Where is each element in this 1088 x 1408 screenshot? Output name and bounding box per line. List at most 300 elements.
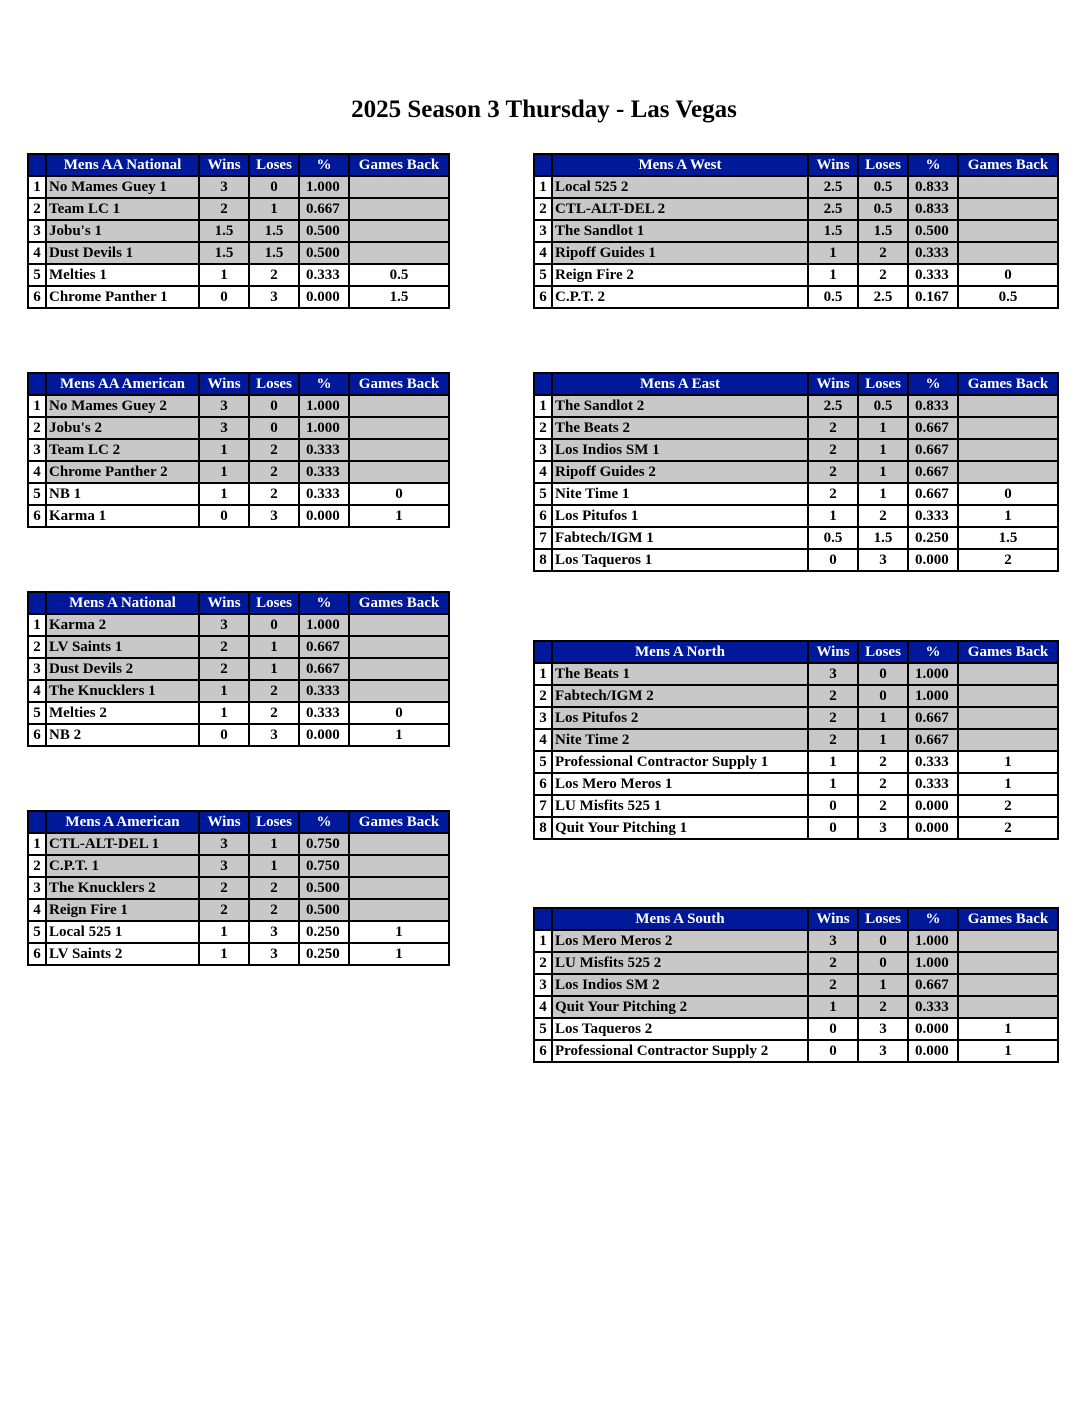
table-row [534,773,1058,795]
pct-cell: 0.333 [908,751,958,773]
team-name-cell: NB 1 [46,483,199,505]
rank-cell: 4 [534,242,552,264]
header-loses: Loses [249,373,299,395]
team-name-cell: Los Pitufos 1 [552,505,808,527]
table-row [534,1018,1058,1040]
header-games-back: Games Back [958,641,1058,663]
table-row [28,286,449,308]
wins-cell: 1 [808,505,858,527]
division-name: Mens A North [552,641,808,663]
table-row [534,483,1058,505]
team-name-cell: Jobu's 2 [46,417,199,439]
games-back-cell [958,198,1058,220]
header-rank [28,373,46,395]
wins-cell: 1 [199,702,249,724]
table-row [534,198,1058,220]
games-back-cell [349,658,449,680]
table-row [534,663,1058,685]
loses-cell: 1 [858,439,908,461]
loses-cell: 2 [249,461,299,483]
pct-cell: 0.667 [908,729,958,751]
division-name: Mens A American [46,811,199,833]
wins-cell: 3 [808,930,858,952]
wins-cell: 0 [808,1040,858,1062]
loses-cell: 0.5 [858,198,908,220]
pct-cell: 1.000 [299,176,349,198]
pct-cell: 1.000 [299,614,349,636]
team-name-cell: Local 525 2 [552,176,808,198]
pct-cell: 0.000 [908,1040,958,1062]
loses-cell: 2.5 [858,286,908,308]
table-row [534,439,1058,461]
pct-cell: 0.250 [299,921,349,943]
pct-cell: 0.500 [299,242,349,264]
header-games-back: Games Back [958,154,1058,176]
team-name-cell: The Sandlot 1 [552,220,808,242]
pct-cell: 0.333 [908,996,958,1018]
rank-cell: 2 [534,417,552,439]
loses-cell: 1.5 [249,220,299,242]
header-loses: Loses [858,373,908,395]
wins-cell: 1 [199,943,249,965]
wins-cell: 1 [199,439,249,461]
rank-cell: 2 [28,417,46,439]
games-back-cell [349,855,449,877]
pct-cell: 0.667 [908,707,958,729]
rank-cell: 3 [534,220,552,242]
rank-cell: 4 [534,996,552,1018]
loses-cell: 2 [858,505,908,527]
loses-cell: 1 [249,855,299,877]
pct-cell: 0.333 [908,505,958,527]
games-back-cell [349,614,449,636]
header-loses: Loses [858,641,908,663]
games-back-cell: 0.5 [349,264,449,286]
header-wins: Wins [199,373,249,395]
table-row [534,707,1058,729]
team-name-cell: Ripoff Guides 2 [552,461,808,483]
rank-cell: 1 [28,833,46,855]
team-name-cell: Melties 1 [46,264,199,286]
header-pct: % [908,373,958,395]
wins-cell: 2 [199,658,249,680]
team-name-cell: Fabtech/IGM 1 [552,527,808,549]
wins-cell: 3 [199,417,249,439]
games-back-cell [349,220,449,242]
table-header-row [534,641,1058,663]
standings-table [27,372,450,528]
wins-cell: 1 [808,996,858,1018]
loses-cell: 3 [858,1040,908,1062]
wins-cell: 1 [199,461,249,483]
header-rank [534,373,552,395]
rank-cell: 5 [534,483,552,505]
team-name-cell: Los Indios SM 2 [552,974,808,996]
rank-cell: 6 [534,1040,552,1062]
loses-cell: 0 [858,952,908,974]
table-row [534,286,1058,308]
pct-cell: 0.667 [908,417,958,439]
team-name-cell: Melties 2 [46,702,199,724]
header-pct: % [299,811,349,833]
games-back-cell [958,707,1058,729]
header-pct: % [908,908,958,930]
games-back-cell [349,417,449,439]
loses-cell: 0 [858,930,908,952]
games-back-cell [349,395,449,417]
games-back-cell [958,996,1058,1018]
rank-cell: 5 [534,751,552,773]
games-back-cell [349,899,449,921]
wins-cell: 2.5 [808,395,858,417]
games-back-cell: 1 [958,1018,1058,1040]
team-name-cell: CTL-ALT-DEL 1 [46,833,199,855]
games-back-cell: 1 [349,505,449,527]
wins-cell: 2 [199,877,249,899]
loses-cell: 2 [249,483,299,505]
loses-cell: 2 [858,996,908,1018]
header-wins: Wins [808,641,858,663]
wins-cell: 1.5 [199,220,249,242]
games-back-cell [349,198,449,220]
table-row [534,176,1058,198]
wins-cell: 3 [199,176,249,198]
loses-cell: 1 [249,658,299,680]
rank-cell: 6 [28,724,46,746]
header-rank [28,811,46,833]
loses-cell: 3 [249,724,299,746]
team-name-cell: The Sandlot 2 [552,395,808,417]
pct-cell: 0.000 [299,505,349,527]
rank-cell: 6 [28,505,46,527]
table-row [534,242,1058,264]
wins-cell: 2 [808,707,858,729]
pct-cell: 1.000 [299,395,349,417]
team-name-cell: Team LC 2 [46,439,199,461]
table-row [28,242,449,264]
loses-cell: 2 [858,751,908,773]
rank-cell: 5 [28,921,46,943]
table-row [28,943,449,965]
pct-cell: 0.667 [299,636,349,658]
table-row [534,996,1058,1018]
table-row [28,899,449,921]
header-wins: Wins [199,154,249,176]
wins-cell: 2 [199,198,249,220]
division-name: Mens AA American [46,373,199,395]
games-back-cell [349,439,449,461]
games-back-cell: 2 [958,549,1058,571]
team-name-cell: Reign Fire 1 [46,899,199,921]
pct-cell: 0.667 [908,461,958,483]
rank-cell: 4 [534,729,552,751]
games-back-cell [349,176,449,198]
games-back-cell [958,461,1058,483]
loses-cell: 3 [249,286,299,308]
loses-cell: 3 [858,1018,908,1040]
rank-cell: 6 [28,943,46,965]
games-back-cell [349,242,449,264]
pct-cell: 0.000 [299,724,349,746]
games-back-cell [958,242,1058,264]
division-name: Mens A East [552,373,808,395]
rank-cell: 7 [534,527,552,549]
loses-cell: 2 [858,264,908,286]
wins-cell: 2 [808,439,858,461]
games-back-cell: 1 [958,773,1058,795]
rank-cell: 2 [28,198,46,220]
header-loses: Loses [249,811,299,833]
pct-cell: 1.000 [908,663,958,685]
team-name-cell: NB 2 [46,724,199,746]
wins-cell: 3 [808,663,858,685]
rank-cell: 6 [534,286,552,308]
wins-cell: 0.5 [808,527,858,549]
games-back-cell [958,930,1058,952]
loses-cell: 1 [858,974,908,996]
rank-cell: 3 [28,439,46,461]
wins-cell: 1 [199,264,249,286]
wins-cell: 1 [808,751,858,773]
team-name-cell: No Mames Guey 1 [46,176,199,198]
header-games-back: Games Back [349,592,449,614]
header-loses: Loses [858,908,908,930]
table-row [534,685,1058,707]
table-row [28,833,449,855]
rank-cell: 2 [28,855,46,877]
pct-cell: 1.000 [299,417,349,439]
table-row [534,505,1058,527]
pct-cell: 0.333 [299,702,349,724]
games-back-cell: 1 [958,505,1058,527]
loses-cell: 2 [249,877,299,899]
loses-cell: 1 [249,198,299,220]
table-row [28,220,449,242]
header-pct: % [908,641,958,663]
rank-cell: 4 [534,461,552,483]
loses-cell: 1 [249,833,299,855]
team-name-cell: Quit Your Pitching 1 [552,817,808,839]
team-name-cell: Dust Devils 2 [46,658,199,680]
table-row [534,264,1058,286]
loses-cell: 2 [249,264,299,286]
header-wins: Wins [808,908,858,930]
wins-cell: 3 [199,395,249,417]
wins-cell: 3 [199,614,249,636]
wins-cell: 1 [808,773,858,795]
loses-cell: 2 [249,680,299,702]
wins-cell: 1 [808,242,858,264]
table-row [534,729,1058,751]
pct-cell: 0.333 [299,461,349,483]
pct-cell: 0.333 [299,264,349,286]
games-back-cell: 0 [958,264,1058,286]
team-name-cell: Jobu's 1 [46,220,199,242]
wins-cell: 0 [199,505,249,527]
header-pct: % [299,154,349,176]
team-name-cell: Chrome Panther 2 [46,461,199,483]
team-name-cell: Los Mero Meros 1 [552,773,808,795]
pct-cell: 0.333 [908,264,958,286]
header-loses: Loses [858,154,908,176]
games-back-cell: 2 [958,817,1058,839]
team-name-cell: Karma 1 [46,505,199,527]
games-back-cell [958,952,1058,974]
games-back-cell [958,395,1058,417]
team-name-cell: Fabtech/IGM 2 [552,685,808,707]
wins-cell: 2 [808,417,858,439]
table-row [28,636,449,658]
games-back-cell [349,680,449,702]
rank-cell: 2 [534,198,552,220]
wins-cell: 2 [808,974,858,996]
pct-cell: 0.250 [908,527,958,549]
team-name-cell: Ripoff Guides 1 [552,242,808,264]
games-back-cell: 1 [349,943,449,965]
loses-cell: 0 [858,663,908,685]
table-row [534,549,1058,571]
loses-cell: 0 [249,395,299,417]
table-row [28,264,449,286]
loses-cell: 0 [858,685,908,707]
table-row [28,614,449,636]
loses-cell: 1 [858,729,908,751]
wins-cell: 2 [199,636,249,658]
rank-cell: 8 [534,549,552,571]
rank-cell: 5 [28,264,46,286]
wins-cell: 0 [808,817,858,839]
wins-cell: 3 [199,855,249,877]
loses-cell: 2 [249,899,299,921]
pct-cell: 1.000 [908,685,958,707]
header-wins: Wins [808,373,858,395]
team-name-cell: The Beats 2 [552,417,808,439]
table-row [28,483,449,505]
rank-cell: 5 [534,1018,552,1040]
table-row [534,751,1058,773]
division-name: Mens A West [552,154,808,176]
rank-cell: 3 [534,974,552,996]
team-name-cell: Professional Contractor Supply 1 [552,751,808,773]
standings-table [533,907,1059,1063]
loses-cell: 2 [858,773,908,795]
rank-cell: 5 [28,702,46,724]
games-back-cell [958,729,1058,751]
header-pct: % [908,154,958,176]
pct-cell: 0.667 [299,198,349,220]
table-row [534,795,1058,817]
team-name-cell: Nite Time 1 [552,483,808,505]
header-rank [28,154,46,176]
standings-table [27,810,450,966]
rank-cell: 2 [534,685,552,707]
header-games-back: Games Back [349,811,449,833]
pct-cell: 0.667 [908,439,958,461]
header-games-back: Games Back [349,373,449,395]
header-wins: Wins [199,592,249,614]
pct-cell: 0.000 [908,795,958,817]
table-row [28,921,449,943]
loses-cell: 1 [858,483,908,505]
games-back-cell: 0.5 [958,286,1058,308]
rank-cell: 1 [28,176,46,198]
header-games-back: Games Back [958,908,1058,930]
team-name-cell: Karma 2 [46,614,199,636]
rank-cell: 2 [534,952,552,974]
pct-cell: 0.750 [299,855,349,877]
loses-cell: 1 [858,417,908,439]
table-row [534,395,1058,417]
wins-cell: 3 [199,833,249,855]
pct-cell: 0.000 [299,286,349,308]
team-name-cell: Los Mero Meros 2 [552,930,808,952]
rank-cell: 6 [534,773,552,795]
team-name-cell: LV Saints 1 [46,636,199,658]
team-name-cell: Nite Time 2 [552,729,808,751]
table-row [534,527,1058,549]
team-name-cell: Los Indios SM 1 [552,439,808,461]
table-row [534,220,1058,242]
pct-cell: 0.167 [908,286,958,308]
division-name: Mens A South [552,908,808,930]
wins-cell: 2 [808,952,858,974]
pct-cell: 0.667 [908,483,958,505]
standings-table [533,372,1059,572]
games-back-cell: 2 [958,795,1058,817]
pct-cell: 1.000 [908,930,958,952]
games-back-cell [958,439,1058,461]
rank-cell: 1 [534,176,552,198]
division-name: Mens A National [46,592,199,614]
pct-cell: 0.000 [908,817,958,839]
header-rank [534,908,552,930]
rank-cell: 1 [534,930,552,952]
games-back-cell [349,636,449,658]
loses-cell: 2 [858,795,908,817]
wins-cell: 2.5 [808,198,858,220]
pct-cell: 1.000 [908,952,958,974]
games-back-cell: 0 [349,483,449,505]
table-row [534,461,1058,483]
rank-cell: 3 [28,220,46,242]
loses-cell: 1 [858,707,908,729]
team-name-cell: LU Misfits 525 2 [552,952,808,974]
pct-cell: 0.500 [299,220,349,242]
standings-table [27,591,450,747]
team-name-cell: Reign Fire 2 [552,264,808,286]
table-header-row [28,592,449,614]
games-back-cell: 0 [349,702,449,724]
loses-cell: 0 [249,176,299,198]
loses-cell: 2 [249,439,299,461]
games-back-cell [349,833,449,855]
header-pct: % [299,592,349,614]
rank-cell: 3 [28,658,46,680]
pct-cell: 0.667 [908,974,958,996]
table-row [28,417,449,439]
loses-cell: 1 [858,461,908,483]
games-back-cell [958,974,1058,996]
rank-cell: 1 [534,663,552,685]
team-name-cell: C.P.T. 1 [46,855,199,877]
rank-cell: 1 [534,395,552,417]
wins-cell: 0.5 [808,286,858,308]
games-back-cell: 1.5 [349,286,449,308]
table-row [28,439,449,461]
header-games-back: Games Back [958,373,1058,395]
rank-cell: 1 [28,614,46,636]
standings-table [533,153,1059,309]
